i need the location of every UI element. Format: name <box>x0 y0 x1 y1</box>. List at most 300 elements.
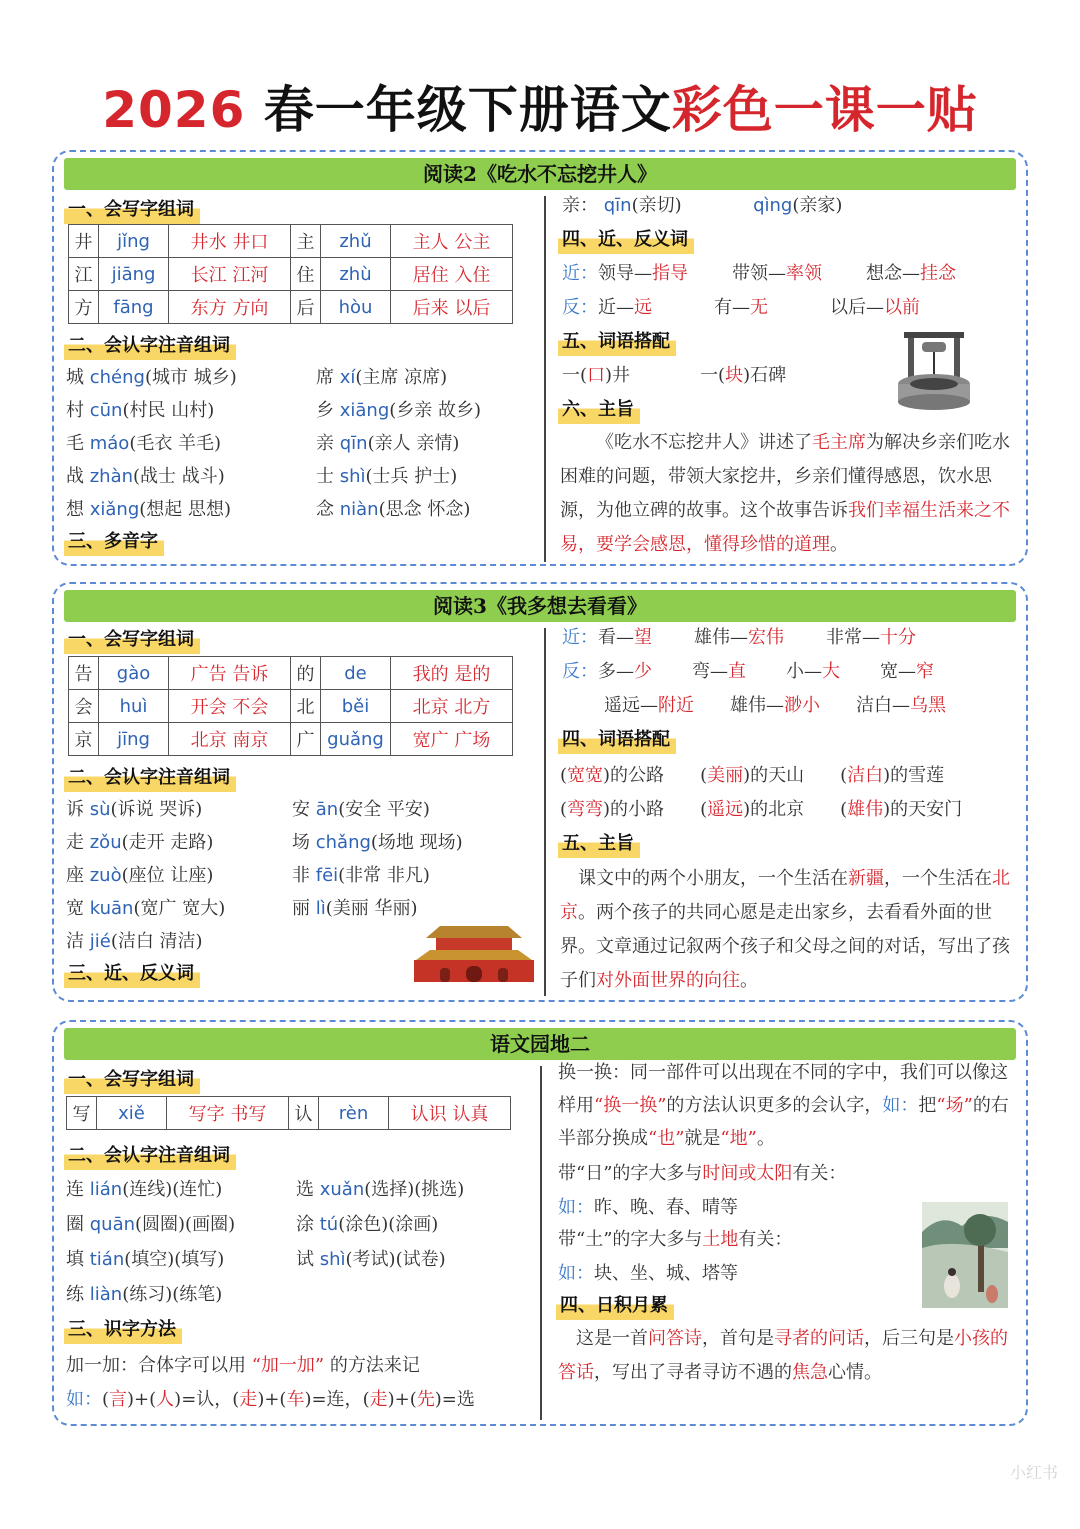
text: 就是 <box>684 1128 721 1149</box>
text: ( <box>560 799 568 820</box>
highlight: 焦急 <box>792 1362 828 1383</box>
pinyin: lián <box>89 1179 123 1200</box>
words: (连线)(连忙) <box>122 1179 223 1200</box>
character-cell: 写 <box>67 1097 97 1130</box>
text: )石碑 <box>743 365 787 386</box>
word-answer: 率领 <box>786 263 822 284</box>
word-answer: 无 <box>750 297 768 318</box>
pinyin-cell: běi <box>321 690 391 723</box>
text: 换一换：同一部件可以出现在不同的字中，我们可以像这样用 <box>558 1062 1008 1116</box>
swap-paragraph <box>558 1056 1022 1155</box>
method-example-line <box>66 1386 475 1414</box>
words-cell: 认识 认真 <box>389 1097 511 1130</box>
well-illustration <box>892 328 976 412</box>
word-answer: 望 <box>634 627 652 648</box>
character: 走 <box>66 832 90 853</box>
word: 多— <box>598 661 634 682</box>
words: (涂色)(涂画) <box>338 1214 439 1235</box>
section-heading-match: 四、词语搭配 <box>558 726 676 754</box>
pinyin: liàn <box>89 1284 123 1305</box>
words: (座位 让座) <box>121 865 214 886</box>
character-cell: 主 <box>291 225 321 258</box>
text: )+( <box>127 1389 157 1410</box>
lesson-title-bar: 阅读3《我多想去看看》 <box>64 590 1016 622</box>
answer: 雄伟 <box>847 799 884 820</box>
pinyin: xí <box>339 367 356 388</box>
word-answer: 大 <box>822 661 840 682</box>
text: 《吃水不忘挖井人》讲述了 <box>596 432 812 453</box>
list-item <box>66 364 237 392</box>
pinyin: shì <box>339 466 366 487</box>
antonyms-line <box>562 294 982 322</box>
character-cell: 认 <box>289 1097 319 1130</box>
match-item <box>560 765 664 786</box>
list-item <box>296 1176 464 1204</box>
word-pair <box>730 695 820 716</box>
text: ( <box>102 1389 110 1410</box>
words-cell: 东方 方向 <box>169 291 291 324</box>
list-item <box>296 1211 438 1239</box>
text: )+( <box>387 1389 417 1410</box>
text: )+( <box>257 1389 287 1410</box>
pinyin-cell: zhù <box>321 258 391 291</box>
words-cell: 后来 以后 <box>391 291 513 324</box>
watermark: 小红书 <box>1010 1463 1059 1482</box>
word-answer: 乌黑 <box>910 695 946 716</box>
pinyin: chéng <box>89 367 145 388</box>
words: (考试)(试卷) <box>345 1249 446 1270</box>
pinyin-cell: rèn <box>319 1097 389 1130</box>
text: 心情。 <box>828 1362 882 1383</box>
highlight: 我们幸福生活来之不易，要学会感恩，懂得珍惜的道理 <box>560 500 1010 555</box>
text: )的小路 <box>603 799 665 820</box>
write-words-table <box>68 224 513 324</box>
character: 圈 <box>66 1214 90 1235</box>
component: 言 <box>109 1389 128 1410</box>
text: 的方法认识更多的会认字， <box>666 1095 883 1116</box>
words-cell: 写字 书写 <box>167 1097 289 1130</box>
word: 看— <box>598 627 634 648</box>
section-heading-read: 二、会认字注音组词 <box>64 764 236 792</box>
list-item <box>316 496 470 524</box>
section-heading-write: 一、会写字组词 <box>64 1066 200 1094</box>
word: (亲切) <box>631 195 682 216</box>
pinyin: tú <box>319 1214 339 1235</box>
polyphone-line <box>562 192 842 220</box>
word-answer: 以前 <box>884 297 920 318</box>
section-heading-write: 一、会写字组词 <box>64 626 200 654</box>
match-item <box>840 765 944 786</box>
table-row <box>69 225 513 258</box>
word-answer: 十分 <box>880 627 916 648</box>
list-item <box>66 1211 235 1239</box>
title-year: 2026 <box>102 81 246 139</box>
pinyin-cell: jǐng <box>99 225 169 258</box>
highlight: “场” <box>936 1095 973 1116</box>
highlight: “地” <box>720 1128 757 1149</box>
column-divider <box>544 196 546 562</box>
pinyin: tián <box>89 1249 125 1270</box>
table-row <box>69 723 513 756</box>
character-cell: 住 <box>291 258 321 291</box>
answer: 口 <box>587 365 606 386</box>
list-item <box>316 397 481 425</box>
pinyin-cell: huì <box>99 690 169 723</box>
character: 试 <box>296 1249 320 1270</box>
section-heading-theme: 五、主旨 <box>558 830 640 858</box>
lesson-title-bar: 语文园地二 <box>64 1028 1016 1060</box>
word-match-line-1 <box>560 762 980 790</box>
word-answer: 宏伟 <box>748 627 784 648</box>
method-term: “加一加” <box>251 1355 325 1376</box>
character-cell: 的 <box>291 657 321 690</box>
answer: 块 <box>725 365 744 386</box>
character: 宽 <box>66 898 90 919</box>
character: 乡 <box>316 400 340 421</box>
text: )的天安门 <box>883 799 963 820</box>
text: ( <box>840 765 848 786</box>
landscape-painting <box>922 1202 1008 1308</box>
word-pair <box>694 627 784 648</box>
section-heading-match: 五、词语搭配 <box>558 328 676 356</box>
list-item <box>316 364 447 392</box>
rule-text: 有关： <box>792 1163 847 1184</box>
list-item <box>66 862 213 890</box>
word: 非常— <box>826 627 880 648</box>
words-cell: 宽广 广场 <box>391 723 513 756</box>
word: (亲家) <box>792 195 843 216</box>
pinyin: zuò <box>89 865 122 886</box>
words-cell: 井水 井口 <box>169 225 291 258</box>
synonyms-line <box>562 260 1000 288</box>
words: (走开 走路) <box>121 832 214 853</box>
pinyin-cell: gào <box>99 657 169 690</box>
soil-rule-line <box>558 1226 792 1254</box>
word: 雄伟— <box>694 627 748 648</box>
list-item <box>66 895 225 923</box>
write-words-table <box>68 656 513 756</box>
match-item <box>700 365 786 386</box>
character-cell: 后 <box>291 291 321 324</box>
match-item <box>700 799 804 820</box>
label: 反： <box>562 661 598 682</box>
highlight: “也” <box>648 1128 685 1149</box>
section-heading-polyphone: 三、多音字 <box>64 528 164 556</box>
component: 车 <box>286 1389 305 1410</box>
words: (练习)(练笔) <box>122 1284 223 1305</box>
pinyin: fēi <box>315 865 339 886</box>
character: 连 <box>66 1179 90 1200</box>
words: (场地 现场) <box>370 832 463 853</box>
table-row <box>69 690 513 723</box>
text: 这是一首 <box>576 1328 648 1349</box>
word: 领导— <box>598 263 652 284</box>
pinyin: xuǎn <box>319 1179 365 1200</box>
rule-text: 带“土”的字大多与 <box>558 1229 703 1250</box>
words: (思念 怀念) <box>378 499 471 520</box>
highlight: 寻者的问话 <box>774 1328 864 1349</box>
polyphone-char: 亲： <box>562 195 598 216</box>
words: (安全 平安) <box>338 799 430 820</box>
label: 反： <box>562 297 598 318</box>
word: 宽— <box>880 661 916 682</box>
text: 。 <box>830 534 848 555</box>
word-answer: 指导 <box>652 263 688 284</box>
list-item <box>66 1246 224 1274</box>
text: ( <box>700 765 708 786</box>
character-cell: 广 <box>291 723 321 756</box>
character: 席 <box>316 367 340 388</box>
list-item <box>292 895 418 923</box>
words-cell: 居住 入住 <box>391 258 513 291</box>
words-cell: 北京 南京 <box>169 723 291 756</box>
character: 亲 <box>316 433 340 454</box>
text: 为解决乡亲们吃水困难的问题，带领大家挖井，乡亲们懂得感恩，饮水思源，为他立碑的故事。这个故事告诉 <box>560 432 1010 521</box>
pinyin: lì <box>315 898 326 919</box>
pinyin: cūn <box>89 400 123 421</box>
words: (战士 战斗) <box>133 466 225 487</box>
pinyin: zhàn <box>89 466 134 487</box>
word-answer: 渺小 <box>784 695 820 716</box>
word: 近— <box>598 297 634 318</box>
words: (想起 思想) <box>139 499 232 520</box>
text: ( <box>700 799 708 820</box>
word-answer: 远 <box>634 297 652 318</box>
words: (城市 城乡) <box>144 367 237 388</box>
example-label: 如： <box>558 1197 594 1218</box>
list-item <box>66 397 214 425</box>
character: 毛 <box>66 433 90 454</box>
pinyin: niàn <box>339 499 379 520</box>
example-text: 块、坐、城、塔等 <box>594 1263 738 1284</box>
character: 场 <box>292 832 316 853</box>
character: 涂 <box>296 1214 320 1235</box>
word: 小— <box>786 661 822 682</box>
component: 先 <box>416 1389 435 1410</box>
word: 以后— <box>830 297 884 318</box>
method-text: 的方法来记 <box>329 1355 420 1376</box>
list-item <box>292 829 463 857</box>
character-cell: 北 <box>291 690 321 723</box>
table-row <box>69 657 513 690</box>
pinyin: sù <box>89 799 111 820</box>
word-match-line <box>562 362 856 390</box>
answer: 宽宽 <box>567 765 604 786</box>
character-cell: 井 <box>69 225 99 258</box>
list-item <box>316 430 459 458</box>
word: 弯— <box>692 661 728 682</box>
word-answer: 直 <box>728 661 746 682</box>
pinyin: qìng <box>753 195 793 216</box>
example-text: 昨、晚、春、晴等 <box>594 1197 738 1218</box>
highlight: 小孩的答话 <box>558 1328 1008 1383</box>
table-row <box>67 1097 511 1130</box>
character-cell: 告 <box>69 657 99 690</box>
highlight: “换一换” <box>594 1095 667 1116</box>
word-answer: 少 <box>634 661 652 682</box>
pinyin-cell: jīng <box>99 723 169 756</box>
word: 雄伟— <box>730 695 784 716</box>
text: ( <box>362 1389 370 1410</box>
highlight: 毛主席 <box>812 432 866 453</box>
words: (乡亲 故乡) <box>389 400 482 421</box>
label: 近： <box>562 627 598 648</box>
text: 的右半部分换成 <box>558 1095 1009 1149</box>
word: 有— <box>714 297 750 318</box>
character: 丽 <box>292 898 316 919</box>
pinyin: qīn <box>339 433 368 454</box>
highlight: 对外面世界的向往 <box>596 970 740 991</box>
match-item <box>700 765 804 786</box>
text: ，一个生活在 <box>884 868 992 889</box>
word-answer: 窄 <box>916 661 934 682</box>
pinyin-cell: xiě <box>97 1097 167 1130</box>
component: 走 <box>369 1389 388 1410</box>
text: 课文中的两个小朋友，一个生活在 <box>578 868 848 889</box>
text: ，首句是 <box>702 1328 774 1349</box>
text: ( <box>840 799 848 820</box>
character-cell: 京 <box>69 723 99 756</box>
words: (非常 非凡) <box>338 865 430 886</box>
words: (洁白 清洁) <box>110 931 203 952</box>
text: )=认， <box>174 1389 233 1410</box>
character: 选 <box>296 1179 320 1200</box>
method-add-line <box>66 1352 420 1380</box>
pinyin: chǎng <box>315 832 371 853</box>
word-match-line-2 <box>560 796 998 824</box>
word-pair <box>732 263 822 284</box>
column-divider <box>544 628 546 996</box>
word: 遥远— <box>604 695 658 716</box>
list-item <box>66 496 231 524</box>
pinyin-cell: de <box>321 657 391 690</box>
pinyin: kuān <box>89 898 134 919</box>
text: )=连， <box>304 1389 363 1410</box>
words-cell: 开会 不会 <box>169 690 291 723</box>
words: (圆圈)(画圈) <box>135 1214 236 1235</box>
character-cell: 江 <box>69 258 99 291</box>
rule-text: 带“日”的字大多与 <box>558 1163 703 1184</box>
label: 近： <box>562 263 598 284</box>
words-cell: 北京 北方 <box>391 690 513 723</box>
highlight: 北京 <box>560 868 1010 923</box>
pinyin: jié <box>89 931 111 952</box>
list-item <box>296 1246 446 1274</box>
text: 。两个孩子的共同心愿是走出家乡，去看看外面的世界。文章通过记叙两个孩子和父母之间的对话，写出了孩子们 <box>560 902 1010 991</box>
word-pair <box>786 661 840 682</box>
pinyin-cell: zhǔ <box>321 225 391 258</box>
text: ( <box>232 1389 240 1410</box>
word-pair <box>598 627 652 648</box>
match-item <box>560 799 664 820</box>
daily-paragraph <box>558 1322 1022 1390</box>
pinyin: xiǎng <box>89 499 140 520</box>
lesson-card-2 <box>52 582 1028 1002</box>
words-cell: 主人 公主 <box>391 225 513 258</box>
write-words-table <box>66 1096 511 1130</box>
example-label: 如： <box>66 1389 102 1410</box>
highlight: 问答诗 <box>648 1328 702 1349</box>
word-pair <box>826 627 916 648</box>
character: 诉 <box>66 799 90 820</box>
text: )=选 <box>434 1389 475 1410</box>
section-heading-write: 一、会写字组词 <box>64 196 200 224</box>
text: )井 <box>605 365 631 386</box>
character: 洁 <box>66 931 90 952</box>
pinyin: zǒu <box>89 832 122 853</box>
list-item <box>66 463 225 491</box>
section-heading-read: 二、会认字注音组词 <box>64 1142 236 1170</box>
table-row <box>69 291 513 324</box>
text: 。 <box>740 970 758 991</box>
word-pair <box>598 263 688 284</box>
list-item <box>66 430 221 458</box>
word-answer: 附近 <box>658 695 694 716</box>
text: 如： <box>882 1095 919 1116</box>
method-text: 加一加：合体字可以用 <box>66 1355 246 1376</box>
word-pair <box>598 297 652 318</box>
character: 想 <box>66 499 90 520</box>
theme-paragraph <box>560 426 1020 562</box>
list-item <box>292 796 430 824</box>
words: (主席 凉席) <box>355 367 448 388</box>
words-cell: 长江 江河 <box>169 258 291 291</box>
word-pair <box>830 297 920 318</box>
character: 村 <box>66 400 90 421</box>
word-pair <box>598 661 652 682</box>
antonyms-line <box>562 658 974 686</box>
answer: 遥远 <box>707 799 744 820</box>
rule-text: 有关： <box>738 1229 793 1250</box>
pinyin: máo <box>89 433 130 454</box>
word-pair <box>856 695 946 716</box>
pinyin-cell: fāng <box>99 291 169 324</box>
text: )的公路 <box>603 765 665 786</box>
words: (毛衣 羊毛) <box>129 433 222 454</box>
character: 士 <box>316 466 340 487</box>
page-title <box>0 78 1080 142</box>
pinyin: xiāng <box>339 400 390 421</box>
lesson-title-bar: 阅读2《吃水不忘挖井人》 <box>64 158 1016 190</box>
sun-rule-line <box>558 1160 846 1188</box>
tiananmen-illustration <box>410 916 538 982</box>
rule-term: 时间或太阳 <box>702 1163 793 1184</box>
pinyin-cell: guǎng <box>321 723 391 756</box>
words: (诉说 哭诉) <box>110 799 203 820</box>
text: ( <box>560 765 568 786</box>
character: 非 <box>292 865 316 886</box>
section-heading-synonyms: 四、近、反义词 <box>558 226 694 254</box>
text: ，后三句是 <box>864 1328 954 1349</box>
word-pair <box>866 263 956 284</box>
word-pair <box>714 297 768 318</box>
lesson-card-3 <box>52 1020 1028 1426</box>
text: 一( <box>700 365 726 386</box>
answer: 洁白 <box>847 765 884 786</box>
list-item <box>66 796 202 824</box>
antonyms-line-2 <box>604 692 982 720</box>
list-item <box>316 463 457 491</box>
section-heading-read: 二、会认字注音组词 <box>64 332 236 360</box>
title-accent: 彩色一课一贴 <box>671 81 978 139</box>
sun-example-line <box>558 1194 738 1222</box>
text: )的北京 <box>743 799 805 820</box>
pinyin-cell: hòu <box>321 291 391 324</box>
text: )的天山 <box>743 765 805 786</box>
list-item <box>66 1176 222 1204</box>
character: 念 <box>316 499 340 520</box>
word-pair <box>604 695 694 716</box>
